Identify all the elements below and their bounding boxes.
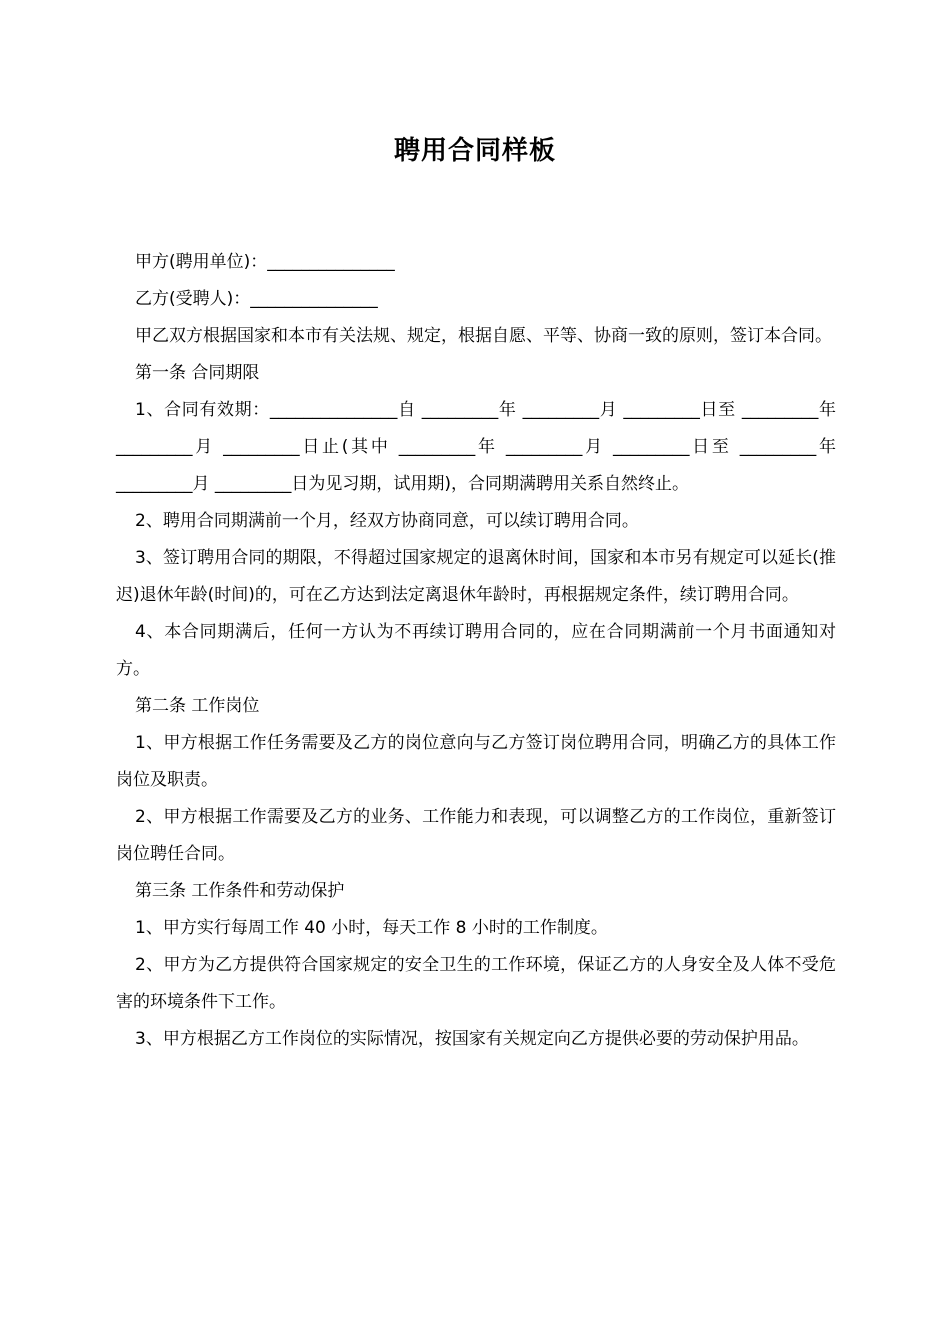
article-1-clause-2: 2、聘用合同期满前一个月，经双方协商同意，可以续订聘用合同。 xyxy=(135,511,639,531)
document-body xyxy=(116,244,842,1058)
article-3-heading: 第三条 工作条件和劳动保护 xyxy=(135,881,345,901)
preamble-paragraph: 甲乙双方根据国家和本市有关法规、规定，根据自愿、平等、协商一致的原则，签订本合同。 xyxy=(135,326,832,346)
article-1-heading: 第一条 合同期限 xyxy=(135,363,260,383)
article-2-clause-1: 1、甲方根据工作任务需要及乙方的岗位意向与乙方签订岗位聘用合同，明确乙方的具体工作岗位及职责。 xyxy=(116,733,836,790)
document-title: 聘用合同样板 xyxy=(393,136,556,166)
article-1-clause-1: 1、合同有效期：_______________自 _________年 _________月 _________日至 _________年 _________月 _________日止(其中 _________年 _________月 _________日至 _________年 _________月 _________日为见习期，试用期)，合同期满聘用关系自然终止。 xyxy=(116,400,842,494)
party-a-line: 甲方(聘用单位)：_______________ xyxy=(135,252,395,272)
party-b-line: 乙方(受聘人)：_______________ xyxy=(135,289,378,309)
article-2-heading: 第二条 工作岗位 xyxy=(135,696,260,716)
article-1-clause-4: 4、本合同期满后，任何一方认为不再续订聘用合同的，应在合同期满前一个月书面通知对方。 xyxy=(116,622,836,679)
article-3-clause-1: 1、甲方实行每周工作 40 小时，每天工作 8 小时的工作制度。 xyxy=(135,918,608,938)
article-1-clause-3: 3、签订聘用合同的期限，不得超过国家规定的退离休时间，国家和本市另有规定可以延长(推迟)退休年龄(时间)的，可在乙方达到法定离退休年龄时，再根据规定条件，续订聘用合同。 xyxy=(116,548,836,605)
article-2-clause-2: 2、甲方根据工作需要及乙方的业务、工作能力和表现，可以调整乙方的工作岗位，重新签订岗位聘任合同。 xyxy=(116,807,836,864)
article-3-clause-3: 3、甲方根据乙方工作岗位的实际情况，按国家有关规定向乙方提供必要的劳动保护用品。 xyxy=(135,1029,809,1049)
article-3-clause-2: 2、甲方为乙方提供符合国家规定的安全卫生的工作环境，保证乙方的人身安全及人体不受危害的环境条件下工作。 xyxy=(116,955,836,1012)
